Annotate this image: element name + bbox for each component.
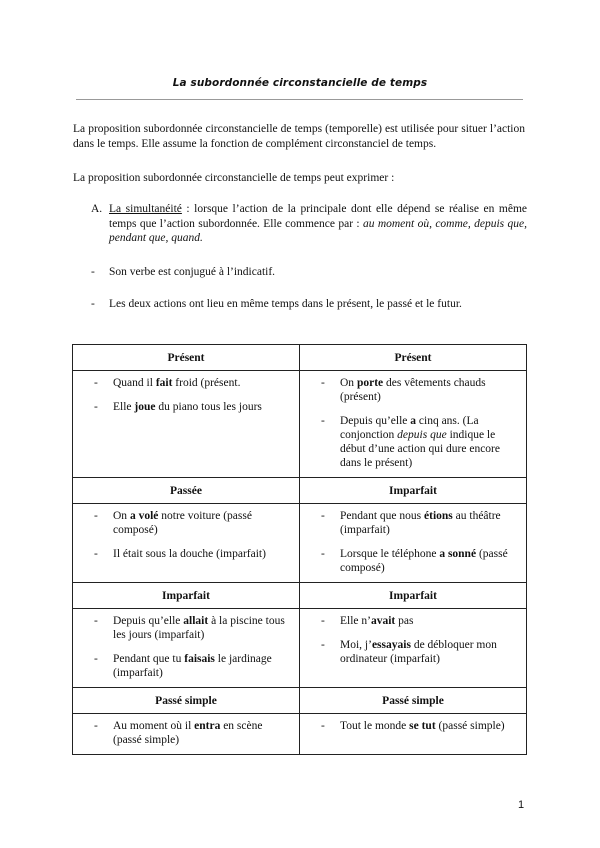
dash-bullet: -: [321, 720, 325, 732]
verb-bold: joue: [134, 401, 156, 413]
column-header: Passée: [73, 478, 300, 504]
dash-bullet: -: [94, 548, 98, 560]
sentence-text: cinq ans. (La conjonction: [340, 415, 479, 441]
verb-bold: entra: [194, 720, 221, 732]
title-divider: [76, 99, 523, 100]
table-header-row: [73, 583, 527, 609]
dash-bullet: -: [321, 510, 325, 522]
sentence-text: Depuis qu’elle: [340, 415, 411, 427]
sentence-text: Elle n’: [340, 615, 371, 627]
dash-bullet: -: [94, 401, 98, 413]
tense-table: [72, 344, 527, 755]
example-sentence: [79, 719, 293, 747]
example-sentence: [79, 400, 293, 414]
example-sentence: [79, 614, 293, 642]
table-header-row: [73, 688, 527, 714]
column-header: Présent: [300, 345, 527, 371]
table-row: [73, 504, 527, 583]
list-item-text: [109, 202, 527, 246]
definition-text: : lorsque l’action de la principale dont elle dépend se réalise en même temps que l’action subordonnée. Elle commence par :: [109, 203, 527, 230]
verb-bold: porte: [356, 377, 384, 389]
verb-bold: allait: [183, 615, 209, 627]
table-cell: [73, 504, 300, 583]
dash-bullet: -: [94, 377, 98, 389]
table-cell: [73, 371, 300, 478]
example-sentence: [79, 547, 293, 561]
sentence-text: froid (présent.: [172, 377, 241, 389]
verb-bold: a volé: [129, 510, 159, 522]
column-header: Imparfait: [300, 583, 527, 609]
example-sentence: [306, 509, 520, 537]
sentence-text: indique le début d’une action qui dure encore dans le présent): [340, 429, 500, 469]
sentence-text: On: [113, 510, 130, 522]
table-cell: [300, 504, 527, 583]
sentence-text: à la piscine tous les jours (imparfait): [113, 615, 285, 641]
example-sentence: [79, 652, 293, 680]
table-row: [73, 371, 527, 478]
column-header: Présent: [73, 345, 300, 371]
conjunction-examples: au moment où, comme, depuis que, pendant que, quand.: [109, 217, 527, 244]
dash-item-1: [91, 265, 527, 280]
table-header-row: [73, 345, 527, 371]
dash-bullet: -: [91, 266, 95, 278]
verb-bold: fait: [155, 377, 173, 389]
verb-bold: étions: [424, 510, 453, 522]
verb-bold: a sonné: [439, 548, 477, 560]
term-simultaneite: La simultanéité: [109, 203, 182, 215]
sentence-text: notre voiture (passé composé): [113, 510, 252, 536]
sentence-text: Pendant que tu: [113, 653, 185, 665]
conjunction-italic: depuis que: [397, 429, 447, 441]
example-sentence: [306, 638, 520, 666]
page-title: La subordonnée circonstancielle de temps: [172, 77, 428, 89]
dash-bullet: -: [321, 639, 325, 651]
dash-item-text: Son verbe est conjugué à l’indicatif.: [109, 266, 276, 278]
example-sentence: [306, 376, 520, 404]
table-cell: [300, 609, 527, 688]
dash-bullet: -: [91, 298, 95, 310]
dash-item-2: [91, 297, 527, 312]
page-number: 1: [518, 799, 525, 811]
dash-bullet: -: [321, 548, 325, 560]
table-row: [73, 714, 527, 755]
sentence-text: Pendant que nous: [340, 510, 425, 522]
list-marker: A.: [91, 203, 103, 215]
sentence-text: (passé simple): [435, 720, 505, 732]
sentence-text: Depuis qu’elle: [113, 615, 184, 627]
sentence-text: en scène (passé simple): [113, 720, 263, 746]
dash-bullet: -: [321, 377, 325, 389]
dash-bullet: -: [321, 615, 325, 627]
example-sentence: [306, 614, 520, 628]
dash-bullet: -: [94, 615, 98, 627]
sentence-text: le jardinage (imparfait): [113, 653, 272, 679]
table-cell: [73, 609, 300, 688]
verb-bold: faisais: [184, 653, 215, 665]
sentence-text: au théâtre (imparfait): [340, 510, 501, 536]
verb-bold: se tut: [409, 720, 436, 732]
dash-bullet: -: [94, 653, 98, 665]
column-header: Imparfait: [300, 478, 527, 504]
intro-paragraph-2: La proposition subordonnée circonstancielle de temps peut exprimer :: [73, 172, 395, 184]
table-header-row: [73, 478, 527, 504]
sentence-text: Moi, j’: [340, 639, 372, 651]
sentence-text: du piano tous les jours: [155, 401, 262, 413]
table-cell: [73, 714, 300, 755]
verb-bold: avait: [370, 615, 396, 627]
example-sentence: [306, 719, 520, 733]
intro-paragraph-1: La proposition subordonnée circonstancielle de temps (temporelle) est utilisée pour situer l’action dans le temps. Elle assume la fonction de complément circonstanciel de temps.: [73, 123, 525, 150]
sentence-text: Lorsque le téléphone: [340, 548, 440, 560]
table-cell: [300, 714, 527, 755]
list-item-a: [91, 202, 527, 246]
table-row: [73, 609, 527, 688]
sentence-text: (passé composé): [340, 548, 508, 574]
dash-bullet: -: [321, 415, 325, 427]
sentence-text: pas: [395, 615, 414, 627]
table-cell: [300, 371, 527, 478]
example-sentence: [79, 509, 293, 537]
sentence-text: Il était sous la douche (imparfait): [113, 548, 266, 560]
verb-bold: a: [410, 415, 417, 427]
column-header: Passé simple: [300, 688, 527, 714]
dash-item-text: Les deux actions ont lieu en même temps dans le présent, le passé et le futur.: [109, 298, 462, 310]
example-sentence: [306, 414, 520, 470]
column-header: Passé simple: [73, 688, 300, 714]
sentence-text: Elle: [113, 401, 135, 413]
dash-bullet: -: [94, 510, 98, 522]
example-sentence: [79, 376, 293, 390]
sentence-text: Tout le monde: [340, 720, 410, 732]
example-sentence: [306, 547, 520, 575]
sentence-text: Quand il: [113, 377, 156, 389]
column-header: Imparfait: [73, 583, 300, 609]
sentence-text: des vêtements chauds (présent): [340, 377, 486, 403]
sentence-text: On: [340, 377, 357, 389]
verb-bold: essayais: [371, 639, 411, 651]
dash-bullet: -: [94, 720, 98, 732]
sentence-text: Au moment où il: [113, 720, 195, 732]
sentence-text: de débloquer mon ordinateur (imparfait): [340, 639, 497, 665]
